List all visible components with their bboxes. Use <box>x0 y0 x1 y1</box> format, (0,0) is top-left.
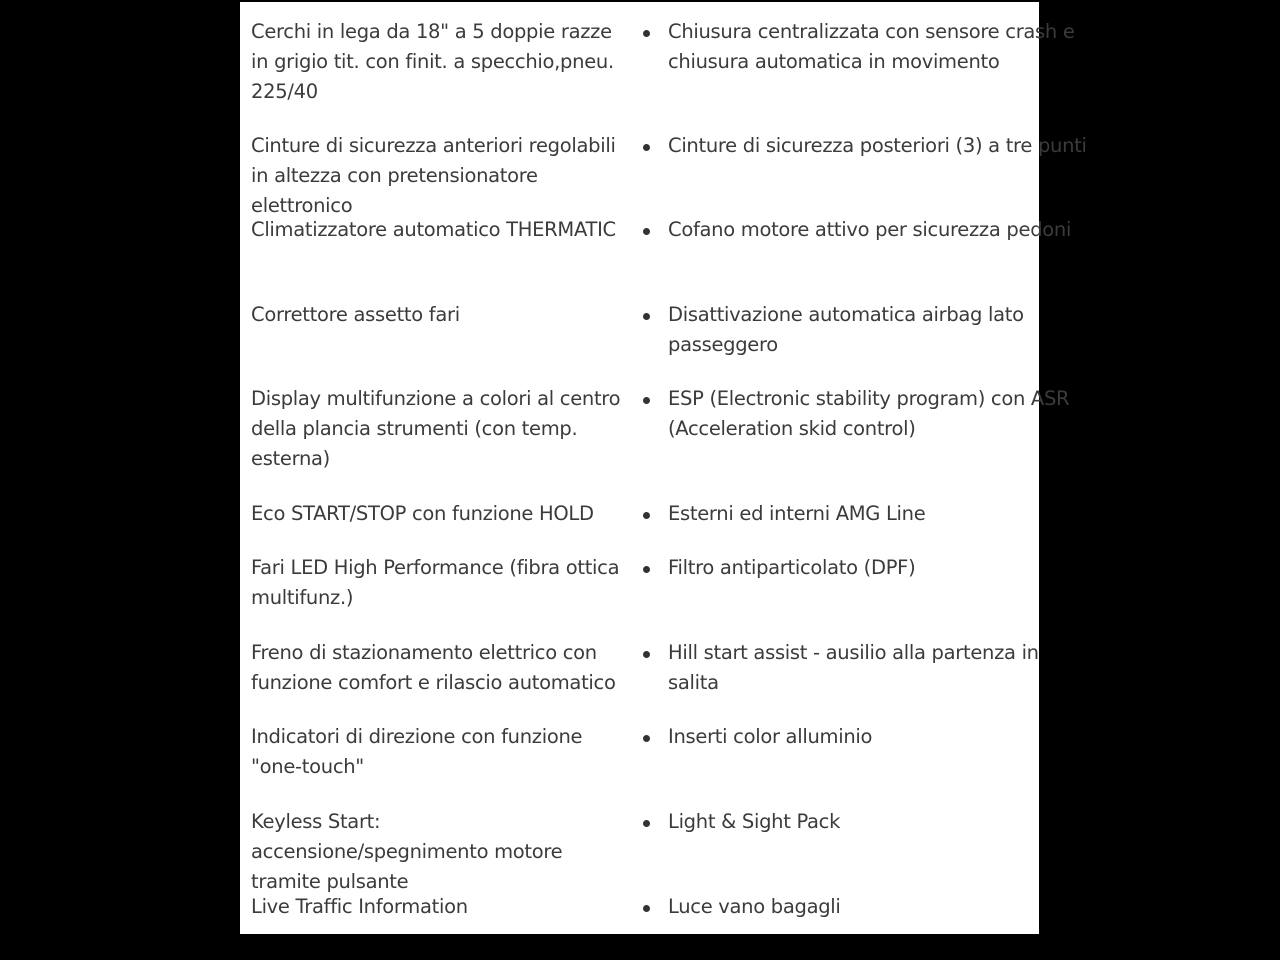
bullet-icon <box>643 566 650 573</box>
bullet-icon <box>643 512 650 519</box>
feature-item-right: Disattivazione automatica airbag lato passeggero <box>668 303 1024 356</box>
feature-item-right: Cofano motore attivo per sicurezza pedoni <box>668 218 1072 241</box>
feature-item-left: Eco START/STOP con funzione HOLD <box>251 502 594 525</box>
feature-item-left: Fari LED High Performance (fibra ottica multifunz.) <box>251 556 620 609</box>
feature-item-right: Hill start assist - ausilio alla partenza in salita <box>668 641 1039 694</box>
feature-item-left: Climatizzatore automatico THERMATIC <box>251 218 616 241</box>
feature-item-right: Filtro antiparticolato (DPF) <box>668 556 916 579</box>
bullet-icon <box>643 228 650 235</box>
bullet-icon <box>643 397 650 404</box>
feature-item-left: Cinture di sicurezza anteriori regolabili in altezza con pretensionatore elettronico <box>251 134 616 217</box>
bullet-icon <box>643 735 650 742</box>
feature-item-right: Light & Sight Pack <box>668 810 841 833</box>
feature-item-right: Chiusura centralizzata con sensore crash e chiusura automatica in movimento <box>668 20 1075 73</box>
feature-item-left: Freno di stazionamento elettrico con funzione comfort e rilascio automatico <box>251 641 616 694</box>
bullet-icon <box>643 651 650 658</box>
bullet-icon <box>643 313 650 320</box>
feature-item-left: Correttore assetto fari <box>251 303 460 326</box>
feature-item-right: Cinture di sicurezza posteriori (3) a tre punti <box>668 134 1087 157</box>
feature-list-panel <box>240 2 1087 934</box>
feature-item-right: ESP (Electronic stability program) con ASR (Acceleration skid control) <box>668 387 1070 440</box>
feature-item-left: Keyless Start: accensione/spegnimento motore tramite pulsante <box>251 810 563 893</box>
feature-item-right: Inserti color alluminio <box>668 725 873 748</box>
bullet-icon <box>643 144 650 151</box>
feature-item-left: Indicatori di direzione con funzione "one-touch" <box>251 725 583 778</box>
feature-item-right: Luce vano bagagli <box>668 895 841 918</box>
feature-item-left: Display multifunzione a colori al centro della plancia strumenti (con temp. esterna) <box>251 387 621 470</box>
feature-item-right: Esterni ed interni AMG Line <box>668 502 926 525</box>
feature-item-left: Live Traffic Information <box>251 895 468 918</box>
bullet-icon <box>643 30 650 37</box>
bullet-icon <box>643 905 650 912</box>
feature-item-left: Cerchi in lega da 18" a 5 doppie razze in grigio tit. con finit. a specchio,pneu. 225/40 <box>251 20 614 103</box>
bullet-icon <box>643 820 650 827</box>
